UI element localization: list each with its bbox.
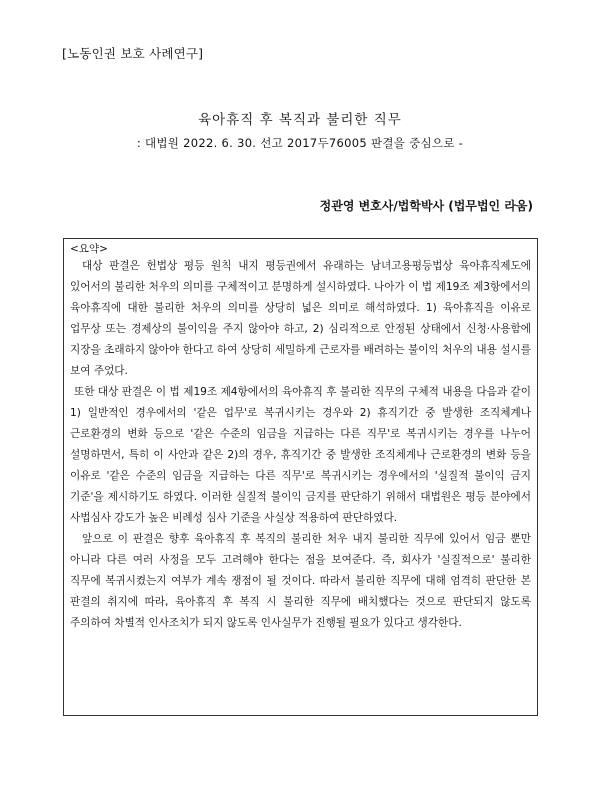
abstract-label: <요약> bbox=[70, 243, 108, 255]
abstract-paragraph-3: 앞으로 이 판결은 향후 육아휴직 후 복직의 불리한 처우 내지 불리한 직무에 있어서 임금 뿐만 아니라 다른 여러 사정을 모두 고려해야 한다는 점을 보여준다. 즉, 회사가 '실질적으로' 불리한 직무에 복귀시켰는지 여부가 계속 쟁점이 될 것이다. 따라서 불리한 직무에 대해 엄격히 판단한 본 판결의 취지에 따라, 육아휴직 후 복직 시 불리한 직무에 배치했다는 것으로 판단되지 않도록 주의하여 차별적 인사조치가 되지 않도록 인사실무가 진행될 필요가 있다고 생각한다. bbox=[70, 533, 531, 629]
abstract-paragraph-1: 대상 판결은 헌법상 평등 원칙 내지 평등권에서 유래하는 남녀고용평등법상 육아휴직제도에 있어서의 불리한 처우의 의미를 구체적이고 분명하게 설시하였다. 나아가 이 법 제19조 제3항에서의 육아휴직에 대한 불리한 처우의 의미를 상당히 넓은 의미로 해석하였다. 1) 육아휴직을 이유로 업무상 또는 경제상의 불이익을 주지 않아야 하고, 2) 심리적으로 안정된 상태에서 신청·사용함에 지장을 초래하지 않아야 한다고 하여 상당히 세밀하게 근로자를 배려하는 불이익 처우의 내용 설시를 보여 주었다. bbox=[70, 260, 531, 377]
abstract-box bbox=[63, 238, 538, 716]
section-tag: [노동인권 보호 사례연구] bbox=[62, 46, 204, 61]
author-line: 정관영 변호사/법학박사 (법무법인 라움) bbox=[319, 199, 533, 213]
abstract-paragraph-2: 또한 대상 판결은 이 법 제19조 제4항에서의 육아휴직 후 불리한 직무의 구체적 내용을 다음과 같이 1) 일반적인 경우에서의 '같은 업무'로 복귀시키는 경우와 2) 휴직기간 중 발생한 조직체계나 근로환경의 변화 등으로 '같은 수준의 임금을 지급하는 다른 직무'로 복귀시키는 경우를 나누어 설명하면서, 특히 이 사안과 같은 2)의 경우, 휴직기간 중 발생한 조직체계나 근로환경의 변화 등을 이유로 '같은 수준의 임금을 지급하는 다른 직무'로 복귀시키는 경우에서의 '실질적 불이익 금지 기준'을 제시하기도 하였다. 이러한 실질적 불이익 금지를 판단하기 위해서 대법원은 평등 분야에서 사법심사 강도가 높은 비례성 심사 기준을 사실상 적용하여 판단하였다. bbox=[70, 386, 531, 524]
article-title: 육아휴직 후 복직과 불리한 직무 bbox=[198, 112, 402, 128]
article-subtitle: : 대법원 2022. 6. 30. 선고 2017두76005 판결을 중심으로 - bbox=[136, 136, 464, 150]
